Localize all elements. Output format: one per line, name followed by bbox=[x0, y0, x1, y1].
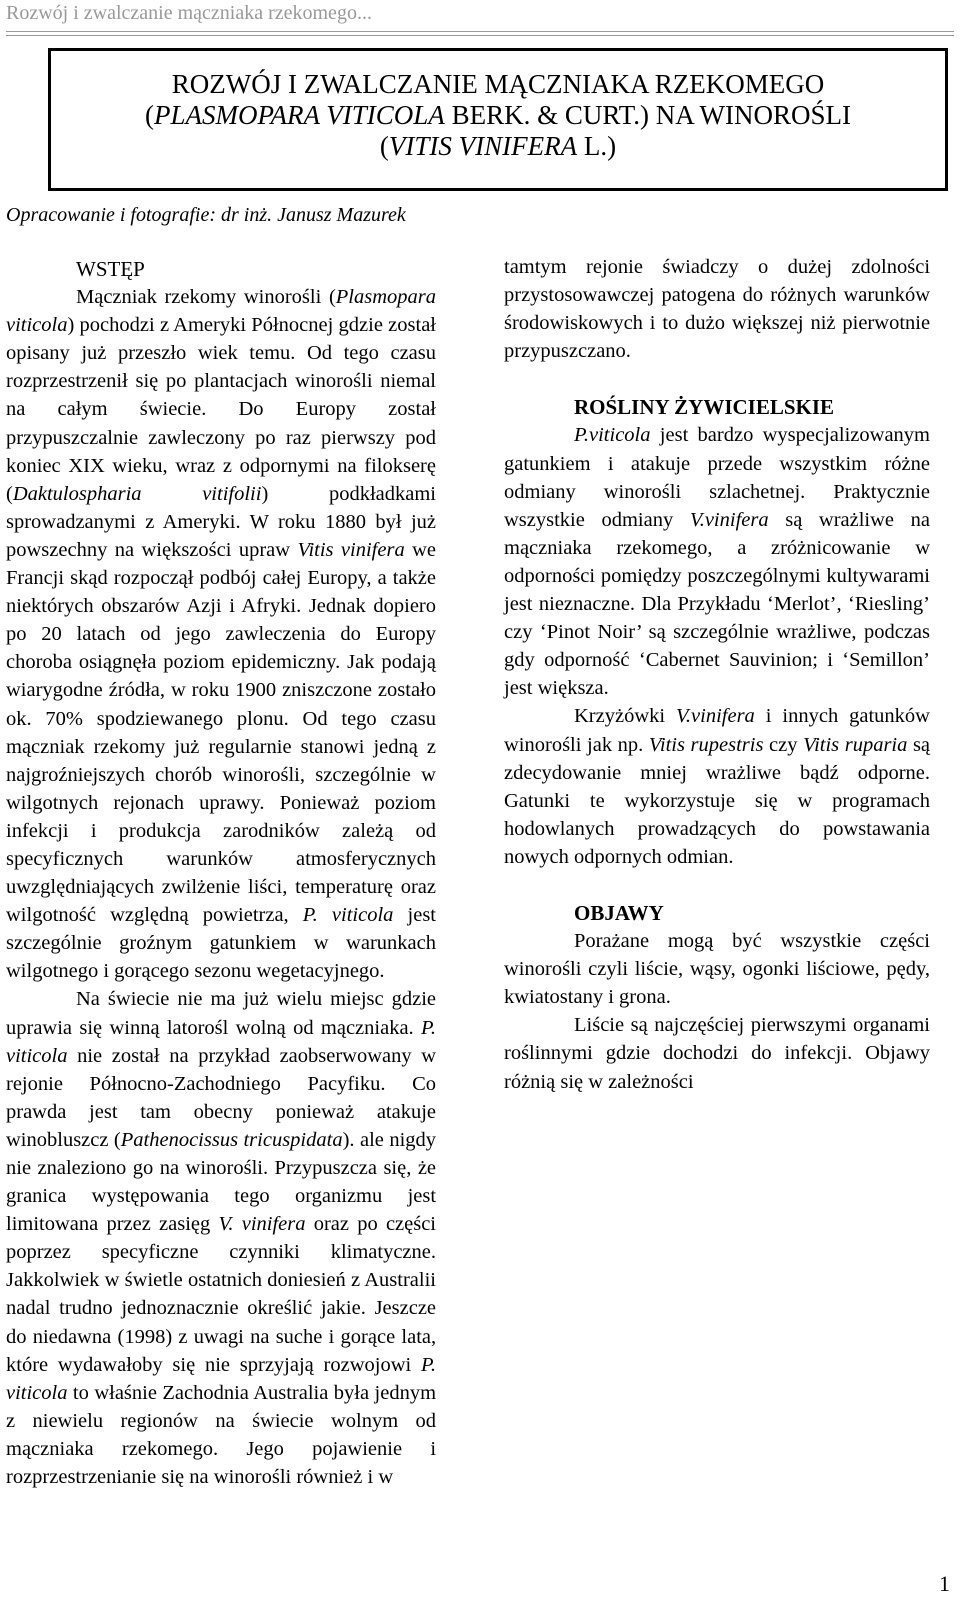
text-run bbox=[378, 1213, 386, 1235]
title-latin-name: PLASMOPARA VITICOLA bbox=[154, 100, 445, 130]
latin-name: P. viticola bbox=[302, 904, 394, 927]
text-run bbox=[118, 1101, 141, 1123]
text-run bbox=[306, 1213, 314, 1235]
text-run: w bbox=[378, 1466, 394, 1489]
text-run: na bbox=[169, 1044, 189, 1067]
text-run bbox=[48, 1354, 58, 1376]
text-run bbox=[300, 1241, 331, 1263]
text-run bbox=[312, 1297, 321, 1319]
text-run: ( bbox=[113, 1128, 121, 1151]
title-line-3: (VITIS VINIFERA L.) bbox=[379, 131, 617, 161]
text-run: mączniaka bbox=[6, 1437, 94, 1460]
text-run: niż bbox=[810, 312, 836, 335]
text-run: przypuszczano. bbox=[504, 340, 631, 363]
text-run: rozwojowi bbox=[323, 1353, 412, 1376]
text-run: są zdecydowanie mniej wrażliwe bądź odporne. Gatunki te wykorzystuje się w programach hodowlanych prowadzących do powstawania nowych odpornych odmian. bbox=[504, 733, 931, 868]
text-run bbox=[354, 1101, 377, 1123]
paragraph bbox=[504, 927, 930, 1011]
text-run: patogena bbox=[661, 284, 736, 307]
text-run: Przypuszcza bbox=[274, 1157, 377, 1179]
text-run: winobluszcz bbox=[6, 1128, 109, 1151]
text-run: uprawia bbox=[6, 1016, 73, 1039]
text-run: ) pochodzi z Ameryki Północnej gdzie został opisany już przeszło wiek temu. Od tego czasu rozprzestrzenił się po plantacjach winorośli niemal na całym świecie. Do Europy został przypuszczalnie zawleczony po raz pierwszy pod koniec XIX wieku, wraz z odpornymi na filokserę ( bbox=[6, 314, 436, 505]
text-run: Mączniak rzekomy winorośli ( bbox=[76, 286, 336, 309]
text-run: do bbox=[6, 1325, 27, 1348]
text-run: Północno-Zachodniego bbox=[89, 1072, 281, 1095]
text-run: uwagi bbox=[193, 1325, 244, 1348]
text-run bbox=[270, 1185, 295, 1207]
text-run: i innych gatunków winorośli jak np. bbox=[504, 705, 930, 756]
text-run: z bbox=[6, 1409, 16, 1432]
text-run bbox=[322, 988, 330, 1010]
text-run: zasięg bbox=[159, 1213, 211, 1236]
text-run bbox=[163, 1354, 173, 1376]
latin-name: V.vinifera bbox=[676, 705, 755, 728]
text-run: pierwotnie bbox=[842, 312, 931, 335]
page-number: 1 bbox=[939, 1571, 950, 1596]
text-run: to bbox=[662, 312, 679, 335]
text-run: są wrażliwe na mączniaka rzekomego, a zróżnicowanie w odporności pomiędzy poszczególnymi kultywarami jest nieznaczne. Dla Przykładu ‘Merlot’, ‘Riesling’ czy ‘Pinot Noir’ są szczególnie wrażliwe, podczas gdy odporność ‘Cabernet Sauvinion; i ‘Semillon’ jest większa. bbox=[504, 508, 930, 700]
title-line-2-rest: BERK. & CURT.) NA WINOROŚLI bbox=[444, 100, 851, 130]
text-run: się bbox=[79, 1016, 103, 1039]
text-run bbox=[50, 1297, 59, 1319]
latin-name: Vitis ruparia bbox=[803, 733, 908, 756]
text-run: organizmu bbox=[294, 1185, 383, 1208]
text-run: właśnie bbox=[94, 1381, 157, 1404]
text-run: czy bbox=[763, 733, 804, 756]
paragraph-continued bbox=[504, 253, 930, 365]
text-run bbox=[314, 1410, 331, 1432]
text-run: i bbox=[328, 1325, 335, 1348]
text-run bbox=[253, 1101, 276, 1123]
text-run: trudno bbox=[59, 1297, 113, 1320]
text-run: Jakkolwiek bbox=[6, 1269, 100, 1292]
text-run: z bbox=[351, 1269, 361, 1292]
text-run: wielu bbox=[276, 988, 323, 1011]
text-run bbox=[643, 312, 650, 334]
text-run bbox=[832, 256, 851, 278]
text-run: i bbox=[649, 312, 656, 335]
text-run: klimatyczne. bbox=[330, 1241, 437, 1264]
text-run: na bbox=[189, 1466, 209, 1489]
text-run bbox=[71, 1241, 102, 1263]
text-run: wydawałoby bbox=[57, 1353, 163, 1376]
text-run: prawda bbox=[6, 1100, 67, 1123]
text-run: nigdy bbox=[389, 1128, 437, 1151]
text-run: przez bbox=[106, 1213, 151, 1236]
text-run: jest szczególnie groźnym gatunkiem w warunkach wilgotnego i gorącego sezonu wegetacyjnego. bbox=[6, 904, 436, 983]
text-run: w bbox=[421, 1044, 437, 1067]
text-run: niewielu bbox=[32, 1409, 104, 1432]
text-run: ostatnich bbox=[187, 1269, 262, 1292]
text-run bbox=[286, 1017, 293, 1039]
text-run bbox=[63, 1073, 90, 1095]
text-run bbox=[382, 1185, 407, 1207]
text-run bbox=[209, 1185, 234, 1207]
latin-name: vinifera bbox=[241, 1213, 306, 1236]
text-run: już bbox=[243, 988, 269, 1011]
text-run: w bbox=[104, 1269, 120, 1292]
text-run: tamtym bbox=[504, 256, 567, 278]
text-run: tam bbox=[140, 1100, 171, 1123]
text-run: gorące bbox=[340, 1325, 396, 1348]
text-run: że bbox=[417, 1157, 437, 1179]
text-run: jednoznacznie bbox=[121, 1297, 239, 1320]
text-run: jest bbox=[407, 1185, 437, 1208]
text-run: świadczy bbox=[662, 256, 739, 278]
latin-name: V. bbox=[218, 1213, 234, 1236]
text-run: na bbox=[215, 1409, 235, 1432]
text-run bbox=[411, 1354, 421, 1376]
text-run bbox=[402, 1438, 430, 1460]
section-heading-intro: WSTĘP bbox=[76, 257, 145, 281]
text-run: został bbox=[111, 1044, 160, 1067]
text-run bbox=[412, 1045, 422, 1067]
text-run bbox=[100, 988, 108, 1010]
left-column bbox=[6, 255, 436, 1491]
text-run bbox=[102, 1045, 112, 1067]
text-run: jest bbox=[89, 1100, 118, 1123]
text-run bbox=[735, 284, 742, 306]
spacer bbox=[504, 871, 930, 899]
text-run: do bbox=[742, 284, 764, 307]
text-run: z bbox=[178, 1325, 188, 1348]
text-run bbox=[284, 1438, 312, 1460]
text-run: warunków bbox=[843, 284, 931, 307]
text-run bbox=[195, 1354, 205, 1376]
text-run bbox=[228, 1017, 235, 1039]
paragraph bbox=[6, 283, 436, 985]
latin-name: Vitis rupestris bbox=[648, 733, 764, 756]
text-run bbox=[366, 1297, 375, 1319]
header-rule bbox=[6, 31, 954, 36]
text-run bbox=[66, 1185, 91, 1207]
text-run: Na bbox=[76, 988, 100, 1011]
text-run bbox=[768, 256, 787, 278]
text-run: we Francji skąd rozpoczął podbój całej Europy, a także niektórych obszarów Azji i Afryki. Jednak dopiero po 20 latach od jego zawleczenia do Europy choroba osiągnęła poziom epidemiczny. Jak podają wiarygodne źródła, w roku 1900 zniszczone zostało ok. 70% spodziewanego plonu. Od tego czasu mączniak rzekomy już regularnie stanowi jedną z najgroźniejszych chorób winorośli, szczególnie w wilgotnych rejonach uprawy. Ponieważ poziom infekcji i produkcja zarodników zależą od specyficznych warunków atmosferycznych uwzględniających zwilżenie liści, temperaturę oraz wilgotność względną powietrza, bbox=[6, 538, 437, 927]
latin-name: P.viticola bbox=[574, 424, 651, 447]
text-run bbox=[198, 1241, 229, 1263]
text-run: również bbox=[296, 1466, 363, 1489]
text-run bbox=[15, 1410, 32, 1432]
text-run: winorośli. bbox=[185, 1157, 269, 1179]
text-run: ponieważ bbox=[275, 1100, 355, 1123]
text-run: przykład bbox=[198, 1044, 270, 1067]
text-run bbox=[239, 1297, 248, 1319]
title-host-name: VITIS VINIFERA bbox=[388, 131, 578, 161]
text-run: po bbox=[357, 1213, 378, 1236]
text-run: które bbox=[6, 1353, 49, 1376]
text-run bbox=[385, 1073, 412, 1095]
latin-name: Pathenocissus bbox=[120, 1128, 239, 1151]
text-run: na bbox=[250, 1325, 270, 1348]
text-run: regionów bbox=[120, 1409, 198, 1432]
text-run: rejonie bbox=[586, 256, 643, 278]
text-run bbox=[270, 1045, 280, 1067]
text-run: jakie. bbox=[320, 1297, 366, 1320]
spacer bbox=[504, 365, 930, 393]
text-run: winną bbox=[109, 1016, 160, 1039]
text-run: rzekomego. bbox=[121, 1437, 219, 1460]
text-run: winorośli bbox=[213, 1466, 292, 1489]
text-run: go bbox=[132, 1157, 154, 1179]
latin-name: tricuspidata bbox=[243, 1128, 343, 1151]
text-run: części bbox=[385, 1213, 437, 1236]
text-run: Co bbox=[412, 1072, 437, 1095]
text-run: doniesień bbox=[267, 1269, 346, 1292]
text-run bbox=[314, 1354, 324, 1376]
latin-name: P. bbox=[421, 1353, 437, 1376]
text-run: to bbox=[72, 1381, 89, 1404]
text-run: jest bardzo wyspecjalizowanym gatunkiem i atakuje przede wszystkim różne odmiany winorośli szlachetnej. Praktycznie wszystkie odmiany bbox=[504, 424, 930, 531]
text-run: świecie bbox=[107, 988, 170, 1011]
text-run bbox=[160, 1017, 167, 1039]
text-run: się bbox=[172, 1353, 196, 1376]
text-run: Porażane mogą być wszystkie części winorośli czyli liście, wąsy, ogonki liściowe, pędy, kwiatostany i grona. bbox=[504, 930, 930, 1009]
right-column bbox=[504, 253, 930, 1096]
latin-name: Vitis vinifera bbox=[297, 538, 405, 561]
section-heading-symptoms: OBJAWY bbox=[574, 900, 664, 925]
text-run: dużo bbox=[685, 312, 726, 335]
text-run: ma bbox=[210, 988, 236, 1011]
text-run: tego bbox=[234, 1185, 270, 1208]
running-head: Rozwój i zwalczanie mączniaka rzekomego... bbox=[6, 2, 372, 24]
column-continuation bbox=[504, 253, 930, 365]
text-run: Australia bbox=[253, 1381, 329, 1404]
text-run: Krzyżówki bbox=[574, 705, 677, 728]
text-run bbox=[349, 1213, 357, 1235]
latin-name: viticola bbox=[6, 1044, 68, 1067]
text-run: nie bbox=[177, 988, 203, 1011]
paragraph bbox=[504, 421, 930, 702]
text-run bbox=[643, 256, 662, 278]
text-run bbox=[384, 988, 392, 1010]
text-run bbox=[281, 1073, 308, 1095]
text-run: oraz bbox=[313, 1213, 349, 1236]
text-run bbox=[189, 1045, 199, 1067]
text-run bbox=[171, 1101, 194, 1123]
text-run bbox=[67, 1045, 77, 1067]
text-run bbox=[836, 284, 843, 306]
latin-name: Plasmopara viticola bbox=[6, 286, 436, 337]
text-run: Liście są najczęściej pierwszymi organami roślinnymi gdzie dochodzi do infekcji. Objawy różnią się w zależności bbox=[504, 1014, 930, 1093]
text-run: suche bbox=[275, 1325, 323, 1348]
section-heading-hosts: ROŚLINY ŻYWICIELSKIE bbox=[574, 395, 835, 420]
text-run bbox=[739, 256, 758, 278]
text-run: Australii bbox=[364, 1269, 436, 1292]
text-run: lata, bbox=[401, 1325, 437, 1348]
text-run bbox=[398, 1410, 415, 1432]
text-run: czynniki bbox=[229, 1241, 300, 1264]
text-run bbox=[218, 1438, 246, 1460]
text-run: się, bbox=[383, 1157, 412, 1179]
text-run: i bbox=[430, 1437, 437, 1460]
text-run: mączniaka. bbox=[320, 1016, 414, 1039]
text-run: świetle bbox=[124, 1269, 183, 1292]
text-run: nie bbox=[204, 1353, 231, 1376]
text-run: rejonie bbox=[6, 1072, 63, 1095]
text-run: gdzie bbox=[391, 988, 436, 1011]
text-run: sprzyjają bbox=[239, 1353, 314, 1376]
latin-name: V.vinifera bbox=[689, 508, 769, 531]
text-run: granica bbox=[6, 1185, 67, 1208]
text-run: pojawienie bbox=[312, 1437, 403, 1460]
text-run: Zachodnia bbox=[162, 1381, 249, 1404]
title-line-2: (PLASMOPARA VITICOLA BERK. & CURT.) NA WINOROŚLI bbox=[145, 100, 851, 130]
text-run: (1998) bbox=[117, 1325, 173, 1348]
text-run: znaleziono bbox=[37, 1157, 127, 1179]
text-run: nie bbox=[77, 1044, 103, 1067]
text-run: atakuje bbox=[376, 1100, 437, 1123]
text-run: miejsc bbox=[330, 988, 384, 1011]
text-run: była bbox=[333, 1381, 370, 1404]
text-run: i bbox=[367, 1466, 374, 1489]
latin-name bbox=[234, 1213, 242, 1235]
text-run: się bbox=[161, 1466, 185, 1489]
text-run: wolną bbox=[235, 1016, 286, 1039]
text-run: Jego bbox=[246, 1437, 284, 1460]
text-run bbox=[725, 312, 732, 334]
text-run bbox=[210, 1213, 218, 1235]
text-run: dużej bbox=[787, 256, 833, 278]
text-run bbox=[151, 1213, 159, 1235]
text-run bbox=[160, 1045, 170, 1067]
text-run: ale bbox=[359, 1128, 384, 1151]
text-run: występowania bbox=[91, 1185, 209, 1208]
text-run: ). bbox=[342, 1128, 355, 1151]
text-run bbox=[103, 1410, 120, 1432]
text-run bbox=[269, 988, 277, 1010]
text-run: nadal bbox=[6, 1297, 51, 1320]
text-run: niedawna bbox=[32, 1325, 112, 1348]
text-run: Pacyfiku. bbox=[307, 1072, 386, 1095]
text-run: limitowana bbox=[6, 1213, 99, 1236]
latin-name: P. bbox=[420, 1016, 436, 1039]
text-run: przystosowawczej bbox=[504, 284, 655, 307]
text-run: ) podkładkami sprowadzanymi z Ameryki. W roku 1880 był już powszechny na większości upraw bbox=[6, 482, 436, 561]
text-run: poprzez bbox=[6, 1241, 71, 1264]
paragraph bbox=[504, 1011, 930, 1095]
title-line-1: ROZWÓJ I ZWALCZANIE MĄCZNIAKA RZEKOMEGO bbox=[171, 69, 825, 99]
text-run bbox=[66, 1101, 89, 1123]
text-run: wolnym bbox=[330, 1409, 399, 1432]
text-run: od bbox=[293, 1016, 314, 1039]
text-run: latorośl bbox=[166, 1016, 229, 1039]
text-run bbox=[198, 1410, 215, 1432]
text-run bbox=[230, 1354, 240, 1376]
text-run: środowiskowych bbox=[504, 312, 643, 335]
paragraph bbox=[504, 702, 930, 871]
text-run bbox=[235, 1410, 252, 1432]
text-run: nie bbox=[6, 1157, 32, 1179]
author-credit: Opracowanie i fotografie: dr inż. Janusz Mazurek bbox=[6, 204, 406, 226]
latin-name: Daktulospharia vitifolii bbox=[12, 482, 262, 505]
text-run bbox=[414, 1017, 421, 1039]
text-run: od bbox=[415, 1409, 437, 1432]
text-run: na bbox=[159, 1157, 180, 1179]
text-run: Jeszcze bbox=[374, 1297, 437, 1320]
text-run: zdolności bbox=[851, 256, 931, 278]
text-run: o bbox=[758, 256, 769, 278]
text-run: specyficzne bbox=[101, 1241, 199, 1264]
text-run: określić bbox=[247, 1297, 313, 1320]
text-run: różnych bbox=[770, 284, 837, 307]
text-run bbox=[567, 256, 586, 278]
text-run bbox=[314, 1017, 321, 1039]
latin-name: viticola bbox=[6, 1381, 68, 1404]
title-box bbox=[48, 48, 948, 191]
text-run: świecie bbox=[252, 1409, 314, 1432]
text-run: większej bbox=[731, 312, 804, 335]
text-run: zaobserwowany bbox=[279, 1044, 412, 1067]
text-run: jednym bbox=[374, 1381, 437, 1404]
text-run: rozprzestrzenianie bbox=[6, 1466, 157, 1489]
paragraph bbox=[6, 985, 436, 1491]
text-run bbox=[94, 1438, 122, 1460]
text-run: obecny bbox=[193, 1100, 253, 1123]
